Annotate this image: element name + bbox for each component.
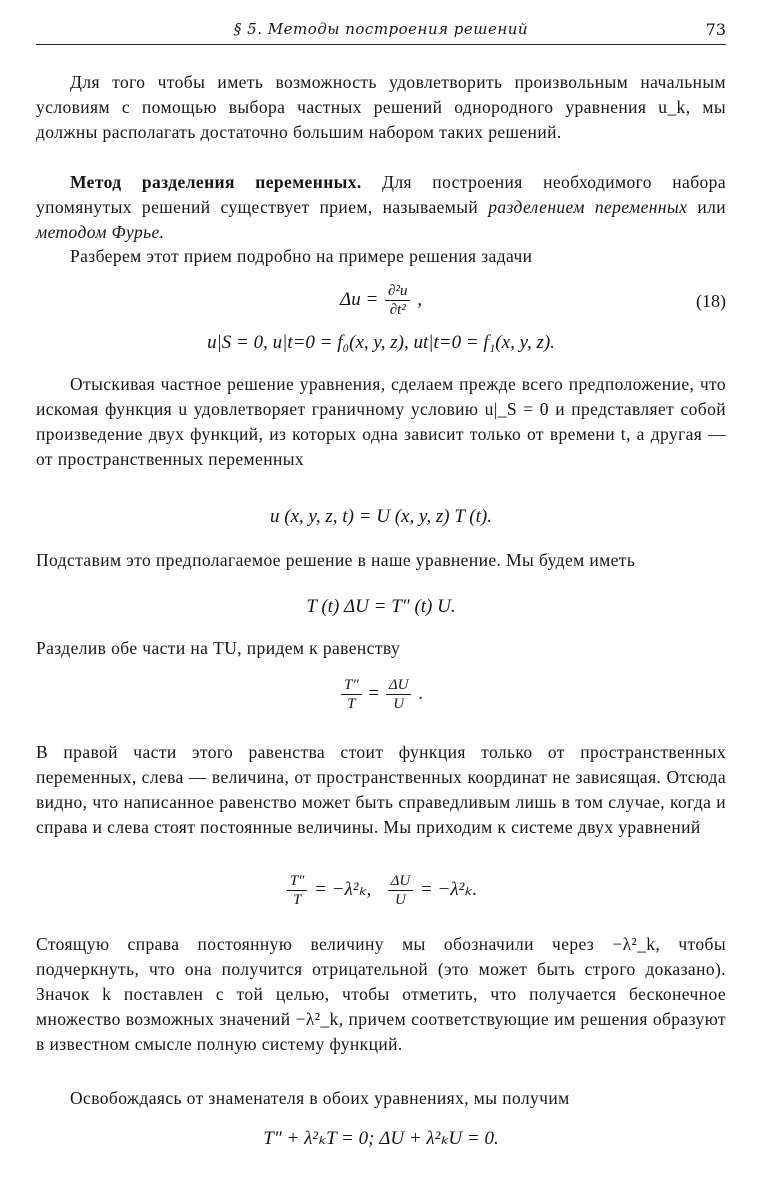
paragraph-substitute: Подставим это предполагаемое решение в наше уравнение. Мы будем иметь — [36, 550, 636, 570]
eq18-fraction — [385, 282, 410, 319]
system-b: = −λ²ₖ. — [419, 878, 478, 900]
system-a: = −λ²ₖ, — [314, 878, 372, 900]
system-frac-1-den: T — [292, 892, 302, 908]
paragraph-divide: Разделив обе части на TU, придем к равенству — [36, 638, 401, 658]
term-or: или — [697, 197, 727, 217]
eq18-denominator: ∂t² — [389, 302, 406, 318]
system-frac-2-den: U — [394, 892, 406, 908]
eq18-tail: , — [417, 288, 422, 310]
system-frac-1 — [287, 872, 308, 909]
substituted-equation: T (t) ΔU = T″ (t) U. — [306, 596, 456, 617]
paragraph-problem: Разберем этот прием подробно на примере решения задачи — [70, 246, 533, 266]
term-separation: разделением переменных — [488, 197, 688, 217]
ratio-left-num: T″ — [341, 676, 362, 695]
system-equations — [36, 872, 726, 912]
paragraph-assumption: Отыскивая частное решение уравнения, сделаем прежде всего предположение, что искомая функция u удовлетворяет граничному условию u|_S = 0 и представляет собой произведение двух функций, из которых одна зависит только от времени t, а другая — от пространственных переменных — [36, 374, 726, 469]
ratio-left-den: T — [347, 696, 356, 712]
period: . — [418, 682, 423, 704]
ratio-right-den: U — [393, 696, 405, 712]
system-frac-1-num: T″ — [287, 872, 308, 891]
ratio-left — [341, 676, 362, 713]
ratio-right — [386, 676, 412, 713]
method-heading: Метод разделения переменных. — [70, 172, 362, 192]
system-frac-2 — [388, 872, 414, 909]
section-title: § 5. Методы построения решений — [233, 20, 529, 38]
ratio-equation — [36, 676, 726, 716]
ratio-right-num: ΔU — [386, 676, 412, 695]
paragraph-intro: Для того чтобы иметь возможность удовлетворить произвольным начальным условиям с помощью выбора частных решений однородного уравнения u_k, мы должны располагать достаточно большим набором таких решений. — [36, 72, 726, 142]
equation-18 — [36, 282, 726, 318]
eq18-numerator: ∂²u — [385, 282, 410, 301]
separation-formula: u (x, y, z, t) = U (x, y, z) T (t). — [270, 506, 492, 527]
eq18-lhs: Δu = — [340, 288, 379, 310]
equation-number: (18) — [696, 291, 726, 311]
paragraph-lambda: Стоящую справа постоянную величину мы обозначили через −λ²_k, чтобы подчеркнуть, что она получится отрицательной (это может быть строго доказано). Значок k поставлен с той целью, чтобы отметить, что получается бесконечное множество возможных значений −λ²_k, причем соответствующие им решения образуют в известном смысле полную систему функций. — [36, 934, 726, 1054]
system-frac-2-num: ΔU — [388, 872, 414, 891]
equals-sign: = — [368, 682, 380, 704]
boundary-conditions: u|S = 0, u|t=0 = f₀(x, y, z), ut|t=0 = f₁(x, y, z). — [207, 332, 555, 353]
running-head — [36, 20, 726, 45]
method-text: Для построения необходимого набора упомянутых решений существует прием, называемый — [36, 172, 726, 217]
paragraph-constant: В правой части этого равенства стоит функция только от пространственных переменных, слева — величина, от пространственных координат не зависящая. Отсюда видно, что написанное равенство может быть справедливым лишь в том случае, когда и справа и слева стоят постоянные величины. Мы приходим к системе двух уравнений — [36, 742, 726, 837]
paragraph-method — [36, 170, 726, 245]
final-equations: T″ + λ²ₖT = 0; ΔU + λ²ₖU = 0. — [263, 1128, 499, 1149]
term-fourier: методом Фурье. — [36, 222, 165, 242]
page-number: 73 — [705, 20, 726, 39]
paragraph-final: Освобождаясь от знаменателя в обоих уравнениях, мы получим — [70, 1088, 570, 1108]
